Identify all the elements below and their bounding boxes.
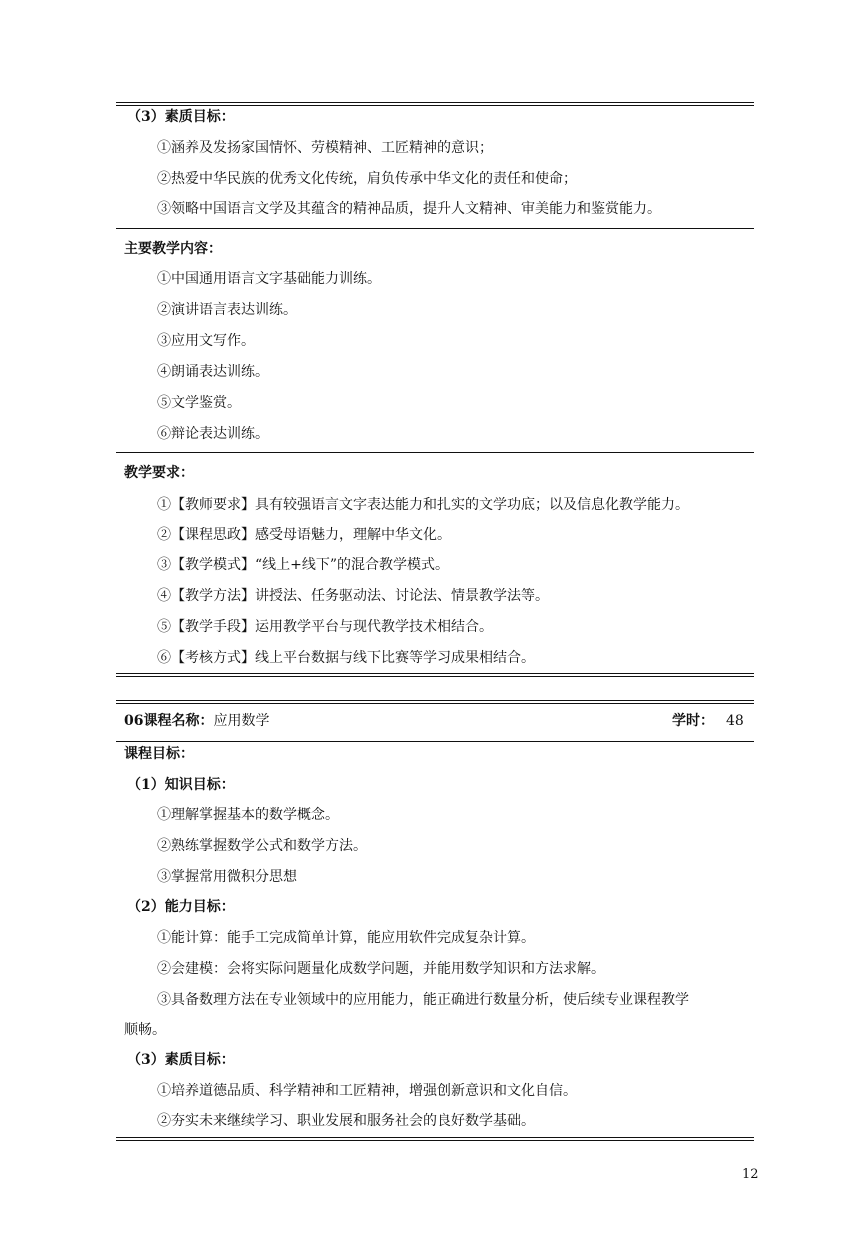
knowledge-item-1: ①理解掌握基本的数学概念。 xyxy=(157,807,339,823)
content-item-5: ⑤文学鉴赏。 xyxy=(157,395,241,411)
req-item-2: ②【课程思政】感受母语魅力，理解中华文化。 xyxy=(157,527,451,543)
req-item-4: ④【教学方法】讲授法、任务驱动法、讨论法、情景教学法等。 xyxy=(157,588,549,604)
top-rule-1 xyxy=(116,102,754,103)
content-item-2: ②演讲语言表达训练。 xyxy=(157,302,297,318)
ability-item-3: ③具备数理方法在专业领域中的应用能力，能正确进行数量分析，使后续专业课程教学 xyxy=(157,992,689,1008)
content-item-4: ④朗诵表达训练。 xyxy=(157,364,269,380)
section-rule xyxy=(116,452,754,453)
req-item-3: ③【教学模式】“线上+线下”的混合教学模式。 xyxy=(157,557,450,573)
req-item-5: ⑤【教学手段】运用教学平台与现代教学技术相结合。 xyxy=(157,619,493,635)
heading-quality-goals-1: （3）素质目标： xyxy=(127,109,235,125)
quality2-item-1: ①培养道德品质、科学精神和工匠精神，增强创新意识和文化自信。 xyxy=(157,1083,577,1099)
quality-item-3: ③领略中国语言文学及其蕴含的精神品质，提升人文精神、审美能力和鉴赏能力。 xyxy=(157,201,661,217)
top-rule-1 xyxy=(116,700,754,701)
hours-label: 学时： xyxy=(672,713,714,729)
knowledge-item-3: ③掌握常用微积分思想 xyxy=(157,869,297,885)
req-item-1: ①【教师要求】具有较强语言文字表达能力和扎实的文学功底；以及信息化教学能力。 xyxy=(157,497,689,513)
heading-course-goals: 课程目标： xyxy=(124,746,194,762)
content-item-6: ⑥辩论表达训练。 xyxy=(157,426,269,442)
hours-row xyxy=(672,712,744,730)
course-title-row xyxy=(124,712,269,730)
section-rule xyxy=(116,228,754,229)
heading-main-content: 主要教学内容： xyxy=(124,241,222,257)
ability-item-1: ①能计算：能手工完成简单计算，能应用软件完成复杂计算。 xyxy=(157,930,535,946)
top-rule-2 xyxy=(116,105,754,106)
top-rule-2 xyxy=(116,703,754,704)
ability-item-2: ②会建模：会将实际问题量化成数学问题，并能用数学知识和方法求解。 xyxy=(157,961,605,977)
quality2-item-2: ②夯实未来继续学习、职业发展和服务社会的良好数学基础。 xyxy=(157,1113,535,1129)
req-item-6: ⑥【考核方式】线上平台数据与线下比赛等学习成果相结合。 xyxy=(157,650,535,666)
bottom-rule-2 xyxy=(116,676,754,677)
page-number: 12 xyxy=(742,1167,759,1182)
heading-teaching-requirements: 教学要求： xyxy=(124,465,194,481)
quality-item-1: ①涵养及发扬家国情怀、劳模精神、工匠精神的意识； xyxy=(157,140,493,156)
heading-quality-goals-2: （3）素质目标： xyxy=(127,1052,235,1068)
bottom-rule-1 xyxy=(116,673,754,674)
content-item-1: ①中国通用语言文字基础能力训练。 xyxy=(157,271,381,287)
heading-ability-goals: （2）能力目标： xyxy=(127,899,235,915)
heading-knowledge-goals: （1）知识目标： xyxy=(127,777,235,793)
content-item-3: ③应用文写作。 xyxy=(157,333,255,349)
course-name-label: 06课程名称： xyxy=(124,713,214,729)
knowledge-item-2: ②熟练掌握数学公式和数学方法。 xyxy=(157,838,367,854)
hours-value: 48 xyxy=(726,713,744,729)
section-rule xyxy=(116,741,754,742)
bottom-rule-2 xyxy=(116,1140,754,1141)
quality-item-2: ②热爱中华民族的优秀文化传统，肩负传承中华文化的责任和使命； xyxy=(157,171,577,187)
bottom-rule-1 xyxy=(116,1137,754,1138)
course-name-value: 应用数学 xyxy=(213,713,270,729)
ability-item-3-continued: 顺畅。 xyxy=(124,1022,166,1038)
